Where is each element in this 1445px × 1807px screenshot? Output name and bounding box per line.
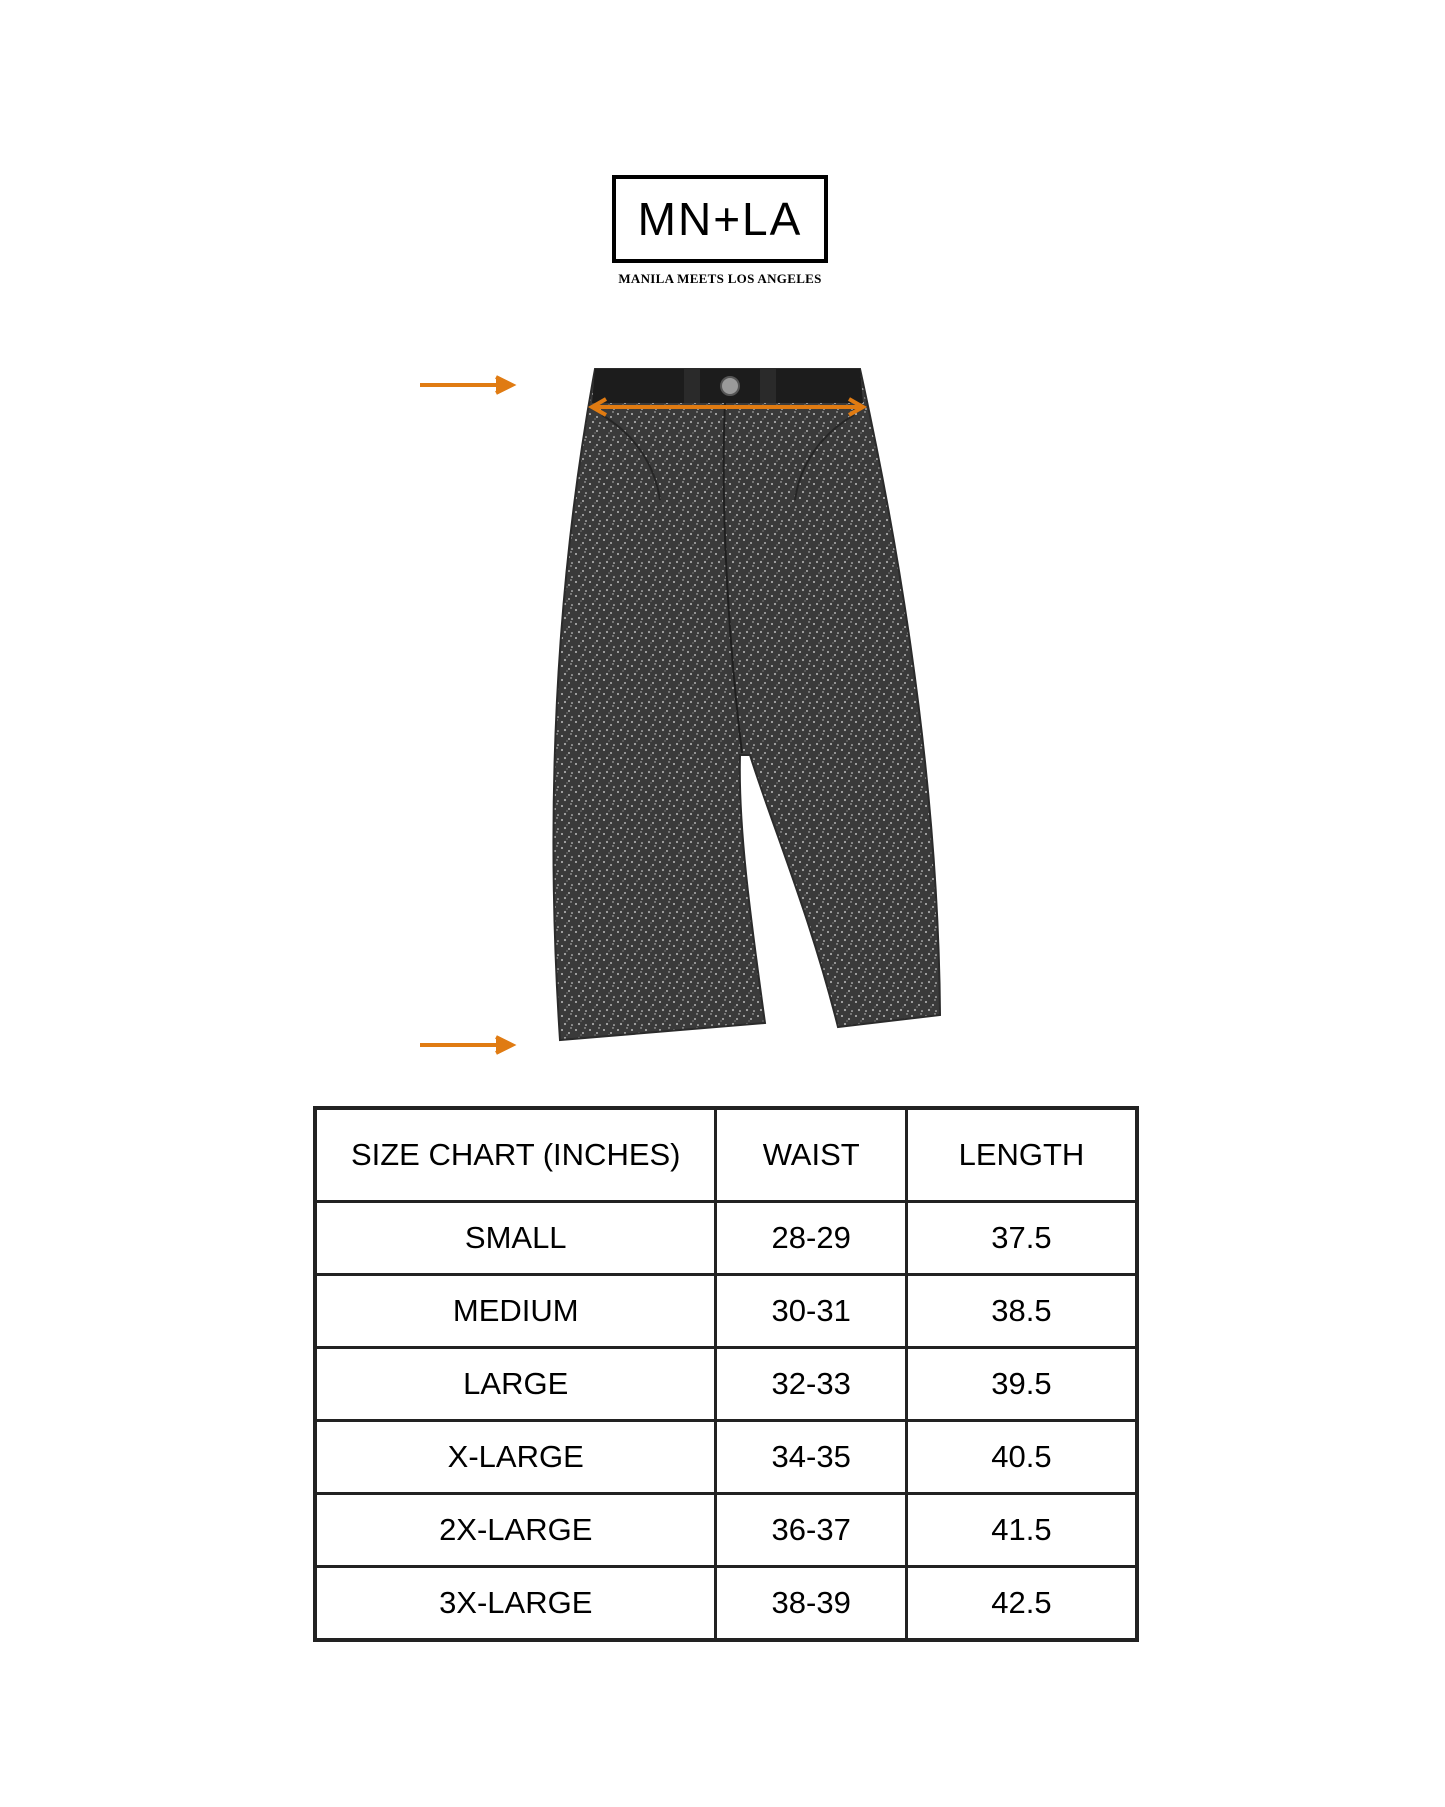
- waist-cell: 32-33: [716, 1348, 906, 1421]
- waist-cell: 36-37: [716, 1494, 906, 1567]
- table-row: [315, 1567, 1137, 1641]
- waist-cell: 38-39: [716, 1567, 906, 1641]
- brand-logo: [612, 175, 828, 263]
- size-cell: 3X-LARGE: [315, 1567, 716, 1641]
- table-header-row: [315, 1108, 1137, 1202]
- pants-body: [553, 369, 940, 1040]
- waist-cell: 28-29: [716, 1202, 906, 1275]
- button-icon: [721, 377, 739, 395]
- length-cell: 42.5: [906, 1567, 1137, 1641]
- header-waist: WAIST: [716, 1108, 906, 1202]
- length-cell: 37.5: [906, 1202, 1137, 1275]
- size-cell: LARGE: [315, 1348, 716, 1421]
- table-row: [315, 1421, 1137, 1494]
- waist-cell: 30-31: [716, 1275, 906, 1348]
- size-chart-table: [313, 1106, 1139, 1642]
- product-pants-image: [420, 355, 980, 1055]
- size-cell: SMALL: [315, 1202, 716, 1275]
- header-length: LENGTH: [906, 1108, 1137, 1202]
- length-cell: 40.5: [906, 1421, 1137, 1494]
- waist-cell: 34-35: [716, 1421, 906, 1494]
- header-size: SIZE CHART (INCHES): [315, 1108, 716, 1202]
- size-cell: 2X-LARGE: [315, 1494, 716, 1567]
- table-row: [315, 1494, 1137, 1567]
- length-cell: 39.5: [906, 1348, 1137, 1421]
- table-row: [315, 1275, 1137, 1348]
- size-cell: X-LARGE: [315, 1421, 716, 1494]
- length-measure-arrow: [420, 377, 512, 1053]
- length-cell: 38.5: [906, 1275, 1137, 1348]
- length-cell: 41.5: [906, 1494, 1137, 1567]
- logo-text: MN+LA: [637, 193, 803, 245]
- brand-tagline: MANILA MEETS LOS ANGELES: [618, 271, 822, 286]
- size-cell: MEDIUM: [315, 1275, 716, 1348]
- table-row: [315, 1202, 1137, 1275]
- table-row: [315, 1348, 1137, 1421]
